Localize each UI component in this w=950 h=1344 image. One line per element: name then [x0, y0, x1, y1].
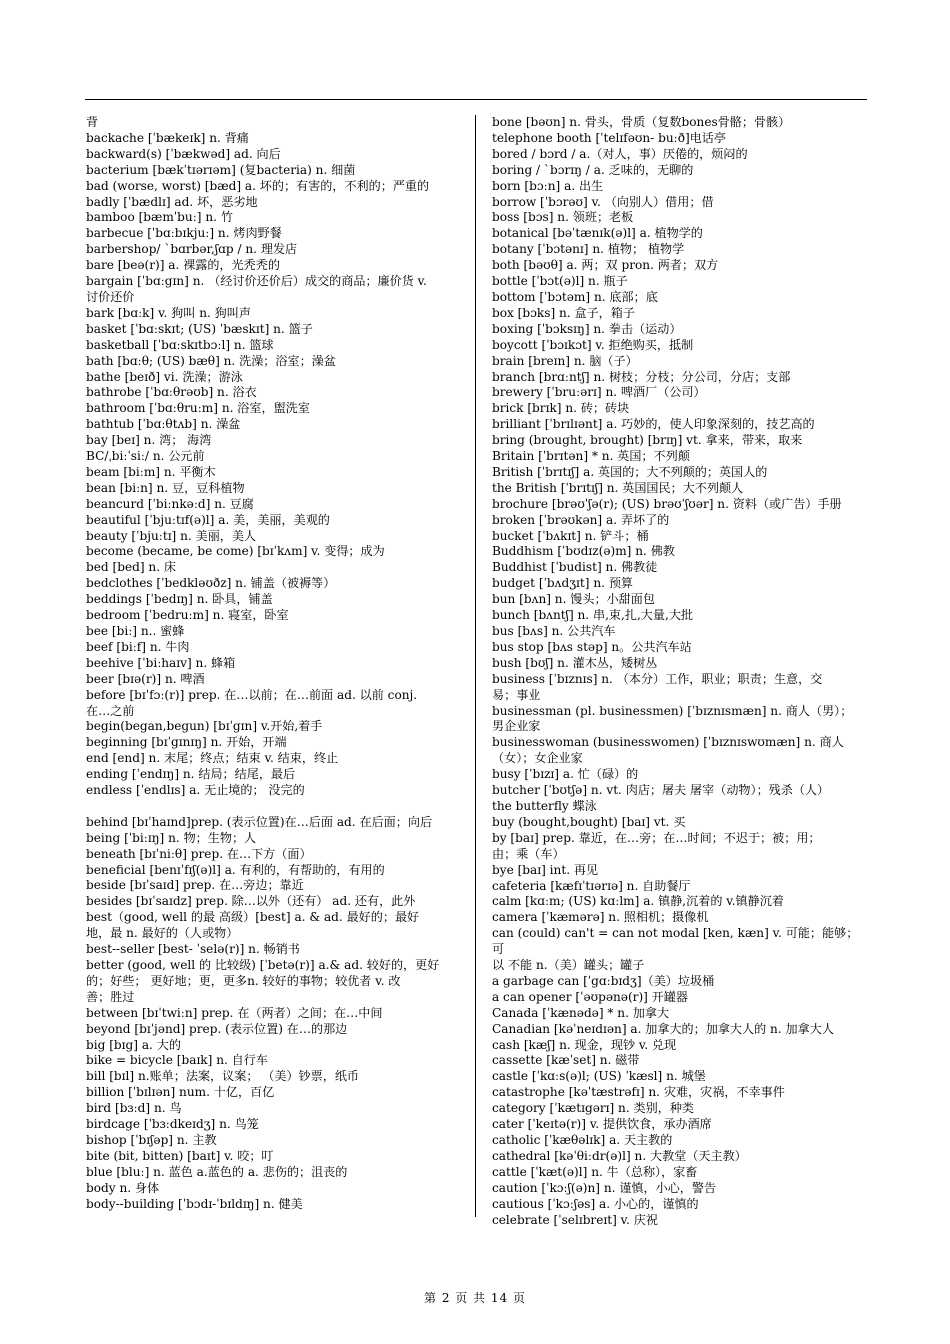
glossary-line: 由；乘（车）: [492, 846, 565, 861]
glossary-line: bye [baɪ] int. 再见: [492, 862, 599, 877]
column-divider: [475, 115, 476, 1217]
glossary-line: cash [kæʃ] n. 现金，现钞 v. 兑现: [492, 1037, 677, 1052]
glossary-line: caution [ˈkɔːʃ(ə)n] n. 谨慎，小心，警告: [492, 1180, 717, 1195]
glossary-line: 背: [86, 115, 99, 129]
glossary-line: bill [bɪl] n.账单；法案，议案； （美）钞票，纸币: [86, 1069, 360, 1084]
glossary-line: Canada [ˈkænədə] * n. 加拿大: [492, 1005, 670, 1020]
glossary-line: bunch [bʌntʃ] n. 串,束,扎,大量,大批: [492, 608, 694, 623]
glossary-line: born [bɔːn] a. 出生: [492, 178, 604, 193]
glossary-line: beautiful [ˈbjuːtɪf(ə)l] a. 美，美丽，美观的: [86, 512, 330, 527]
glossary-line: butcher [ˈbʊtʃə] n. vt. 肉店；屠夫 屠宰（动物）；残杀（人）: [492, 783, 830, 798]
glossary-line: body--building [ˈbɔdɪ-ˈbɪldɪŋ] n. 健美: [86, 1196, 303, 1211]
glossary-line: beer [bɪə(r)] n. 啤酒: [86, 671, 205, 686]
glossary-line: cattle [ˈkæt(ə)l] n. 牛（总称），家畜: [492, 1164, 698, 1179]
glossary-line: brick [brɪk] n. 砖；砖块: [492, 401, 630, 416]
glossary-line: botanical [bəˈtænɪk(ə)l] a. 植物学的: [492, 226, 703, 241]
glossary-line: best（good, well 的最 高级）[best] a. & ad. 最好的；最好: [86, 910, 420, 925]
glossary-line: both [bəʊθ] a. 两；双 pron. 两者；双方: [492, 258, 719, 273]
glossary-line: bottom [ˈbɔtəm] n. 底部；底: [492, 289, 658, 304]
glossary-line: big [bɪg] a. 大的: [86, 1037, 181, 1052]
top-rule: [85, 99, 867, 100]
glossary-line: bay [beɪ] n. 湾； 海湾: [86, 433, 212, 448]
glossary-line: cater [ˈkeɪtə(r)] v. 提供饮食，承办酒席: [492, 1117, 712, 1132]
glossary-line: beam [biːm] n. 平衡木: [86, 464, 216, 479]
glossary-line: bite (bit, bitten) [baɪt] v. 咬；叮: [86, 1148, 274, 1163]
glossary-line: bike = bicycle [baɪk] n. 自行车: [86, 1053, 268, 1068]
glossary-line: bed [bed] n. 床: [86, 560, 176, 575]
glossary-line: 以 不能 n.（美）罐头；罐子: [492, 958, 645, 973]
glossary-line: （女）；女企业家: [492, 751, 583, 766]
glossary-line: bacterium [bækˈtɪərɪəm] (复bacteria) n. 细菌: [86, 162, 356, 177]
glossary-line: beginning [bɪˈgɪnɪŋ] n. 开始，开端: [86, 735, 287, 750]
glossary-line: 的；好些； 更好地；更，更多n. 较好的事物；较优者 v. 改: [86, 973, 401, 988]
glossary-line: before [bɪˈfɔː(r)] prep. 在…以前；在…前面 ad. 以前 conj.: [86, 687, 418, 702]
glossary-line: behind [bɪˈhaɪnd]prep. (表示位置)在…后面 ad. 在后面；向后: [86, 814, 433, 829]
glossary-line: beddings [ˈbedɪŋ] n. 卧具，铺盖: [86, 592, 273, 607]
glossary-line: camera [ˈkæmərə] n. 照相机；摄像机: [492, 910, 709, 925]
glossary-line: 易；事业: [492, 687, 541, 702]
glossary-line: bun [bʌn] n. 馒头；小甜面包: [492, 592, 655, 607]
glossary-line: branch [brɑːntʃ] n. 树枝；分枝；分公司，分店；支部: [492, 369, 791, 384]
glossary-line: beneath [bɪˈniːθ] prep. 在…下方（面）: [86, 846, 312, 861]
glossary-line: being [ˈbiːɪŋ] n. 物；生物；人: [86, 830, 257, 845]
glossary-line: businesswoman (businesswomen) [ˈbɪznɪswʊmæn] n. 商人: [492, 735, 844, 750]
glossary-line: bedroom [ˈbedruːm] n. 寝室，卧室: [86, 608, 289, 623]
glossary-line: 男企业家: [492, 719, 541, 734]
glossary-line: basketball [ˈbɑːskɪtbɔːl] n. 篮球: [86, 337, 274, 352]
glossary-line: bush [bʊʃ] n. 灌木丛，矮树丛: [492, 655, 658, 670]
glossary-line: beyond [bɪˈjənd] prep. (表示位置) 在…的那边: [86, 1021, 348, 1036]
glossary-line: brewery [ˈbruːərɪ] n. 啤酒厂（公司）: [492, 385, 706, 400]
glossary-line: brilliant [ˈbrɪlɪənt] a. 巧妙的，使人印象深刻的，技艺高的: [492, 417, 815, 432]
glossary-line: bath [bɑːθ; (US) bæθ] n. 洗澡；浴室；澡盆: [86, 353, 336, 368]
glossary-line: bottle [ˈbɔt(ə)l] n. 瓶子: [492, 274, 628, 289]
glossary-line: cathedral [kəˈθiːdr(ə)l] n. 大教堂（天主教）: [492, 1148, 747, 1163]
glossary-line: bishop [ˈbɪʃəp] n. 主教: [86, 1132, 217, 1147]
glossary-line: Buddhism [ˈbʊdɪz(ə)m] n. 佛教: [492, 544, 675, 559]
glossary-line: by [baɪ] prep. 靠近，在…旁；在…时间；不迟于；被；用；: [492, 830, 821, 845]
glossary-line: bucket [ˈbʌkɪt] n. 铲斗；桶: [492, 528, 649, 543]
glossary-line: basket [ˈbɑːskɪt; (US) ˈbæskɪt] n. 篮子: [86, 321, 313, 336]
glossary-line: buy (bought,bought) [baɪ] vt. 买: [492, 814, 686, 829]
glossary-line: 在…之前: [86, 703, 135, 718]
glossary-line: become (became, be come) [bɪˈkʌm] v. 变得；成为: [86, 544, 385, 559]
glossary-line: bee [biː] n.. 蜜蜂: [86, 624, 185, 638]
glossary-line: telephone booth [ˈtelɪfəʊn- buːð]电话亭: [492, 130, 726, 145]
glossary-line: endless [ˈendlɪs] a. 无止境的； 没完的: [86, 783, 305, 798]
glossary-line: bathroom [ˈbɑːθruːm] n. 浴室，盥洗室: [86, 401, 310, 416]
glossary-line: British [ˈbrɪtɪʃ] a. 英国的；大不列颠的；英国人的: [492, 464, 768, 479]
glossary-line: bus stop [bʌs stəp] n。公共汽车站: [492, 639, 692, 654]
glossary-line: boycott [ˈbɔɪkɔt] v. 拒绝购买，抵制: [492, 337, 694, 352]
glossary-line: Britain [ˈbrɪtən] * n. 英国；不列颠: [492, 449, 690, 464]
glossary-line: bring (brought, brought) [brɪŋ] vt. 拿来，带来，取来: [492, 433, 803, 448]
glossary-line: birdcage [ˈbɜːdkeɪdʒ] n. 鸟笼: [86, 1117, 259, 1132]
glossary-line: backward(s) [ˈbækwəd] ad. 向后: [86, 146, 281, 161]
page-footer: 第 2 页 共 14 页: [424, 1291, 526, 1305]
glossary-line: business [ˈbɪznɪs] n. （本分）工作，职业；职责；生意，交: [492, 671, 823, 686]
glossary-line: the butterfly 蝶泳: [492, 798, 597, 813]
glossary-line: a garbage can [ˈgɑːbɪdʒ]（美）垃圾桶: [492, 973, 715, 988]
glossary-line: backache [ˈbækeɪk] n. 背痛: [86, 130, 249, 145]
glossary-line: botany [ˈbɔtənɪ] n. 植物； 植物学: [492, 242, 685, 257]
glossary-line: between [bɪˈtwiːn] prep. 在（两者）之间；在…中间: [86, 1005, 383, 1020]
glossary-line: bamboo [bæmˈbuː] n. 竹: [86, 210, 233, 225]
glossary-line: boss [bɔs] n. 领班；老板: [492, 210, 634, 225]
glossary-line: box [bɔks] n. 盒子，箱子: [492, 305, 635, 320]
glossary-line: body n. 身体: [86, 1180, 160, 1195]
glossary-line: blue [bluː] n. 蓝色 a.蓝色的 a. 悲伤的；沮丧的: [86, 1164, 348, 1179]
glossary-line: ending [ˈendɪŋ] n. 结局；结尾，最后: [86, 767, 296, 782]
glossary-line: beauty [ˈbjuːtɪ] n. 美丽，美人: [86, 528, 257, 543]
glossary-line: budget [ˈbʌdʒɪt] n. 预算: [492, 576, 634, 591]
glossary-line: bathe [beɪð] vi. 洗澡；游泳: [86, 369, 243, 384]
glossary-line: bathrobe [ˈbɑːθrəʊb] n. 浴衣: [86, 385, 257, 400]
glossary-line: BC/ˌbiːˈsiː/ n. 公元前: [86, 449, 205, 464]
glossary-line: brochure [brəʊˈʃə(r); (US) brəʊˈʃʊər] n. 资料（或广告）手册: [492, 496, 842, 511]
glossary-line: beef [biːf] n. 牛肉: [86, 639, 190, 654]
glossary-line: beside [bɪˈsaɪd] prep. 在…旁边；靠近: [86, 878, 304, 893]
glossary-line: celebrate [ˈselɪbreɪt] v. 庆祝: [492, 1212, 658, 1227]
glossary-line: castle [ˈkɑːs(ə)l; (US) ˈkæsl] n. 城堡: [492, 1069, 706, 1084]
glossary-line: 地，最 n. 最好的（人或物）: [86, 926, 239, 941]
glossary-line: catholic [ˈkæθəlɪk] a. 天主教的: [492, 1133, 673, 1147]
glossary-line: beneficial [benɪˈfɪʃ(ə)l] a. 有利的，有帮助的，有用的: [86, 862, 385, 877]
glossary-line: bargain [ˈbɑːgɪn] n. （经讨价还价后）成交的商品；廉价货 v.: [86, 274, 427, 289]
glossary-line: barbecue [ˈbɑːbɪkjuː] n. 烤肉野餐: [86, 226, 282, 241]
glossary-line: cafeteria [kæfɪˈtɪərɪə] n. 自助餐厅: [492, 878, 691, 893]
glossary-line: cautious [ˈkɔːʃəs] a. 小心的，谨慎的: [492, 1196, 699, 1211]
glossary-line: cassette [kæˈset] n. 磁带: [492, 1053, 640, 1068]
glossary-line: besides [bɪˈsaɪdz] prep. 除…以外（还有） ad. 还有，此外: [86, 894, 416, 909]
glossary-line: beancurd [ˈbiːnkəːd] n. 豆腐: [86, 496, 254, 511]
glossary-line: category [ˈkætɪgərɪ] n. 类别，种类: [492, 1101, 695, 1116]
glossary-line: best--seller [best- ˈselə(r)] n. 畅销书: [86, 942, 300, 957]
glossary-line: better (good, well 的 比较级) [ˈbetə(r)] a.& ad. 较好的，更好: [86, 958, 440, 973]
glossary-line: busy [ˈbɪzɪ] a. 忙（碌）的: [492, 767, 639, 782]
glossary-line: a can opener [ˈəʊpənə(r)] 开罐器: [492, 989, 689, 1004]
glossary-line: barbershop/ `bɑrbər,ʃɑp / n. 理发店: [86, 242, 298, 257]
glossary-line: bone [bəʊn] n. 骨头，骨质（复数bones骨骼；骨骸）: [492, 115, 791, 129]
glossary-line: brain [breɪn] n. 脑（子）: [492, 353, 638, 368]
glossary-line: beehive [ˈbiːhaɪv] n. 蜂箱: [86, 655, 236, 670]
glossary-line: begin(began,begun) [bɪˈgɪn] v.开始,着手: [86, 719, 323, 734]
glossary-line: bark [bɑːk] v. 狗叫 n. 狗叫声: [86, 305, 251, 320]
glossary-line: [86, 799, 460, 815]
left-column: [86, 115, 460, 1213]
glossary-line: end [end] n. 末尾；终点；结束 v. 结束，终止: [86, 751, 339, 766]
glossary-line: bean [biːn] n. 豆，豆科植物: [86, 480, 245, 495]
glossary-line: the British [ˈbrɪtɪʃ] n. 英国国民；大不列颠人: [492, 480, 744, 495]
glossary-line: bus [bʌs] n. 公共汽车: [492, 624, 616, 638]
glossary-line: businessman (pl. businessmen) [ˈbɪznɪsmæn] n. 商人（男）；: [492, 703, 853, 718]
glossary-line: boring / `bɔrɪŋ / a. 乏味的，无聊的: [492, 162, 694, 177]
glossary-line: Canadian [kəˈneɪdɪən] a. 加拿大的；加拿大人的 n. 加拿大人: [492, 1021, 834, 1036]
glossary-line: bad (worse, worst) [bæd] a. 坏的；有害的，不利的；严重的: [86, 178, 430, 193]
glossary-line: 善；胜过: [86, 989, 135, 1004]
right-column: [492, 115, 866, 1228]
glossary-line: boxing [ˈbɔksɪŋ] n. 拳击（运动）: [492, 321, 682, 336]
glossary-line: calm [kɑːm; (US) kɑːlm] a. 镇静,沉着的 v.镇静沉着: [492, 894, 784, 909]
glossary-line: catastrophe [kəˈtæstrəfɪ] n. 灾难，灾祸，不幸事件: [492, 1085, 785, 1100]
glossary-line: borrow [ˈbɔrəʊ] v. （向别人）借用；借: [492, 194, 714, 209]
glossary-line: badly [ˈbædlɪ] ad. 坏，恶劣地: [86, 194, 258, 209]
glossary-line: bathtub [ˈbɑːθtʌb] n. 澡盆: [86, 417, 241, 432]
glossary-line: bedclothes [ˈbedkləʊðz] n. 铺盖（被褥等）: [86, 576, 336, 591]
glossary-line: bored / bɔrd / a.（对人，事）厌倦的，烦闷的: [492, 146, 748, 161]
glossary-line: 讨价还价: [86, 289, 135, 304]
glossary-line: bare [beə(r)] a. 裸露的，光秃秃的: [86, 258, 280, 273]
glossary-line: billion [ˈbɪlɪən] num. 十亿，百亿: [86, 1085, 275, 1100]
glossary-line: broken [ˈbrəʊkən] a. 弄坏了的: [492, 512, 670, 527]
glossary-line: Buddhist [ˈbudist] n. 佛教徒: [492, 560, 658, 575]
glossary-line: can (could) can't = can not modal [ken, kæn] v. 可能；能够；可: [492, 926, 859, 957]
glossary-line: bird [bɜːd] n. 鸟: [86, 1101, 182, 1116]
